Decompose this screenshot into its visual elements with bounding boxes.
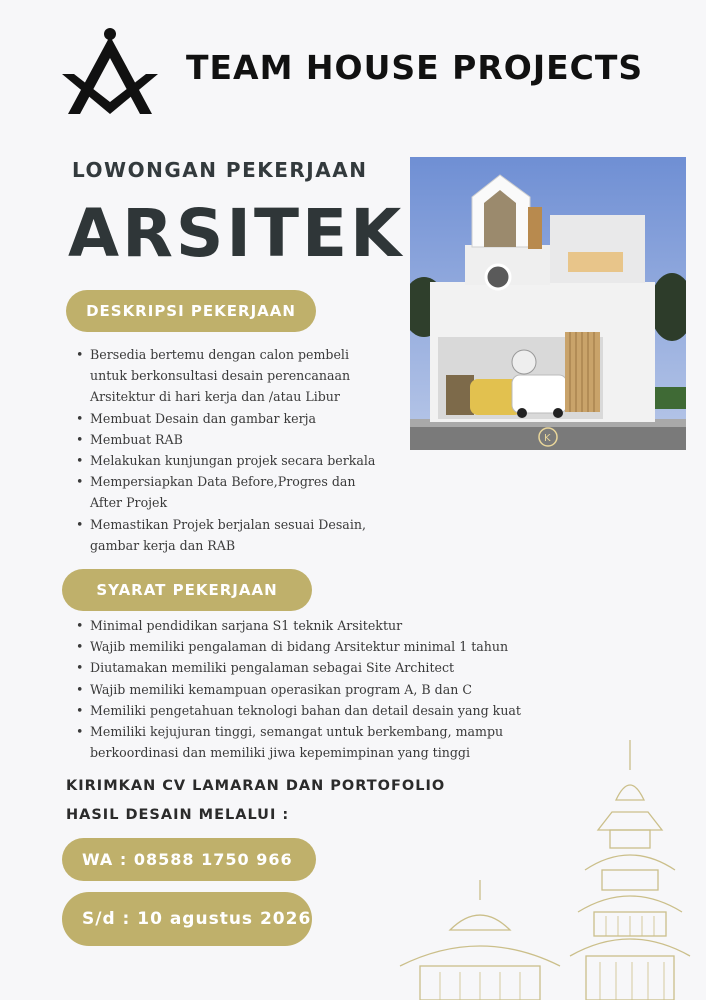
pagoda-decoration-icon (380, 730, 706, 1000)
cta-line-1: KIRIMKAN CV LAMARAN DAN PORTOFOLIO (66, 778, 446, 794)
whatsapp-contact: WA : 08588 1750 966 (62, 838, 316, 881)
list-item: • Minimal pendidikan sarjana S1 teknik Arsitektur (76, 615, 536, 636)
compass-square-logo-icon (60, 22, 160, 122)
svg-text:K: K (544, 433, 551, 444)
list-item: • Mempersiapkan Data Before,Progres dan After Projek (76, 471, 376, 513)
cta-line-2: HASIL DESAIN MELALUI : (66, 807, 290, 823)
list-item: • Memiliki kejujuran tinggi, semangat untuk berkembang, mampu berkoordinasi dan memiliki jiwa kepemimpinan yang tinggi (76, 721, 510, 763)
list-item: • Memastikan Projek berjalan sesuai Desain, gambar kerja dan RAB (76, 514, 376, 556)
job-description-label: DESKRIPSI PEKERJAAN (66, 290, 316, 332)
deadline-badge: S/d : 10 agustus 2026 (62, 892, 312, 946)
list-item: • Bersedia bertemu dengan calon pembeli untuk berkonsultasi desain perencanaan Arsitektur di hari kerja dan /atau Libur (76, 344, 376, 408)
list-item: • Melakukan kunjungan projek secara berkala (76, 450, 376, 471)
list-item: • Diutamakan memiliki pengalaman sebagai Site Architect (76, 657, 536, 678)
requirements-label: SYARAT PEKERJAAN (62, 569, 312, 611)
list-item: • Membuat Desain dan gambar kerja (76, 408, 376, 429)
list-item: • Membuat RAB (76, 429, 376, 450)
house-render-image (410, 157, 686, 450)
page-title: ARSITEK (68, 195, 405, 272)
brand-name: TEAM HOUSE PROJECTS (186, 48, 644, 87)
list-item: • Wajib memiliki kemampuan operasikan program A, B dan C (76, 679, 536, 700)
list-item: • Memiliki pengetahuan teknologi bahan dan detail desain yang kuat (76, 700, 536, 721)
job-description-list (76, 344, 376, 556)
list-item: • Wajib memiliki pengalaman di bidang Arsitektur minimal 1 tahun (76, 636, 536, 657)
page-subtitle: LOWONGAN PEKERJAAN (72, 158, 368, 182)
